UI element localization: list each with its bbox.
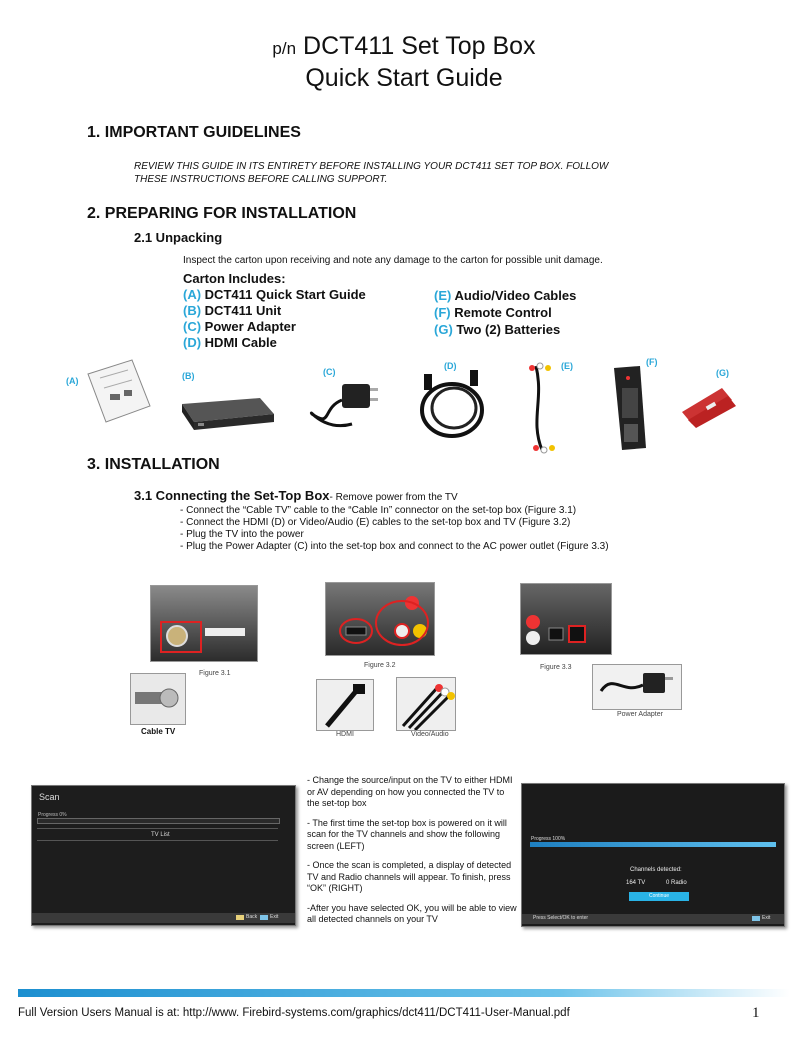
photo-label-b: (B) xyxy=(182,371,195,381)
manual-link[interactable]: Full Version Users Manual is at: http://www. Firebird-systems.com/graphics/dct411/DCT411-User-Manual.pdf xyxy=(18,1007,570,1019)
complete-footer xyxy=(522,914,784,924)
hdmi-connector-image xyxy=(316,679,374,731)
photo-label-g: (G) xyxy=(716,368,729,378)
carton-item: (F) Remote Control xyxy=(434,305,552,320)
connecting-heading: 3.1 Connecting the Set-Top Box- Remove power from the TV xyxy=(134,488,458,503)
product-title: DCT411 Set Top Box xyxy=(303,32,536,60)
exit-label[interactable]: Exit xyxy=(762,915,771,921)
cable-tv-image xyxy=(130,673,186,725)
unpacking-heading: 2.1 Unpacking xyxy=(134,230,223,245)
set-top-box-image xyxy=(180,392,276,432)
exit-key-icon xyxy=(260,915,268,920)
radio-count: 0 Radio xyxy=(666,880,687,886)
hdmi-label: HDMI xyxy=(336,731,354,738)
remote-control-image xyxy=(608,364,650,452)
installation-steps xyxy=(180,505,609,553)
power-adapter-fig-image xyxy=(592,664,682,710)
carton-item: (C) Power Adapter xyxy=(183,319,296,334)
carton-item: (B) DCT411 Unit xyxy=(183,303,282,318)
guidelines-line2: THESE INSTRUCTIONS BEFORE CALLING SUPPORT. xyxy=(134,174,388,185)
note-paragraph: - Change the source/input on the TV to either HDMI or AV depending on how you connected the TV to the set-top box xyxy=(307,775,513,808)
carton-list-right xyxy=(434,287,576,338)
complete-progress-label: Progress 100% xyxy=(531,836,566,842)
step-item: - Connect the “Cable TV” cable to the “Cable In” connector on the set-top box (Figure 3.1) xyxy=(180,505,577,516)
figure-3-2-image xyxy=(325,582,435,656)
figure-3-2-caption: Figure 3.2 xyxy=(364,662,396,669)
video-audio-label: Video/Audio xyxy=(411,731,449,738)
page-title-line2: Quick Start Guide xyxy=(305,64,503,92)
section3-heading: 3. INSTALLATION xyxy=(87,456,220,473)
note-paragraph: -After you have selected OK, you will be able to view all detected channels on your TV xyxy=(307,902,517,924)
figure-3-3-image xyxy=(520,583,612,655)
section1-heading: 1. IMPORTANT GUIDELINES xyxy=(87,124,301,141)
exit-key-icon xyxy=(752,916,760,921)
scan-footer xyxy=(32,913,295,923)
complete-progress-bar xyxy=(530,842,776,847)
hdmi-cable-image xyxy=(414,368,496,440)
part-number-prefix: p/n xyxy=(272,39,297,58)
scan-divider xyxy=(37,840,278,841)
scan-complete-screen xyxy=(521,783,785,927)
scan-divider xyxy=(37,828,278,829)
av-cable-image xyxy=(524,360,564,454)
figure-3-3-caption: Figure 3.3 xyxy=(540,664,572,671)
photo-label-e: (E) xyxy=(561,361,573,371)
photo-label-f: (F) xyxy=(646,357,658,367)
step-item: - Plug the Power Adapter (C) into the set-top box and connect to the AC power outlet (Figure 3.3) xyxy=(180,541,609,552)
carton-list-left xyxy=(183,287,366,351)
scan-title: Scan xyxy=(39,792,60,802)
carton-item: (E) Audio/Video Cables xyxy=(434,288,577,303)
cable-tv-label: Cable TV xyxy=(141,727,176,736)
step-item: - Connect the HDMI (D) or Video/Audio (E) cables to the set-top box and TV (Figure 3.2) xyxy=(180,517,571,528)
carton-item: (A) DCT411 Quick Start Guide xyxy=(183,287,366,302)
carton-title: Carton Includes: xyxy=(183,271,286,286)
photo-label-d: (D) xyxy=(444,361,457,371)
carton-item: (D) HDMI Cable xyxy=(183,335,277,350)
exit-label[interactable]: Exit xyxy=(270,914,279,920)
figure-3-1-caption: Figure 3.1 xyxy=(199,670,231,677)
photo-label-c: (C) xyxy=(323,367,336,377)
footer-hint: Press Select/OK to enter xyxy=(533,915,589,921)
scan-progress-label: Progress 0% xyxy=(38,812,67,818)
quick-start-guide-image xyxy=(80,356,152,426)
photo-label-a: (A) xyxy=(66,376,79,386)
footer-gradient-bar xyxy=(18,989,790,997)
unpacking-text: Inspect the carton upon receiving and note any damage to the carton for possible unit damage. xyxy=(183,255,603,266)
note-paragraph: - Once the scan is completed, a display of detected TV and Radio channels will appear. To finish, press “OK” (RIGHT) xyxy=(307,860,512,893)
step-item: - Plug the TV into the power xyxy=(180,529,304,540)
carton-item: (G) Two (2) Batteries xyxy=(434,322,561,337)
scan-instructions xyxy=(307,775,517,926)
tv-list-header: TV List xyxy=(151,832,170,838)
channels-detected-label: Channels detected: xyxy=(630,867,682,873)
power-adapter-image xyxy=(302,378,382,440)
note-paragraph: - The first time the set-top box is powered on it will scan for the TV channels and show the following screen (LEFT) xyxy=(307,817,507,851)
section2-heading: 2. PREPARING FOR INSTALLATION xyxy=(87,205,357,222)
av-connector-image xyxy=(396,677,456,731)
back-key-icon xyxy=(236,915,244,920)
batteries-image xyxy=(678,384,742,428)
power-adapter-label: Power Adapter xyxy=(617,711,663,718)
scan-progress-bar xyxy=(37,818,280,824)
page-title-line1 xyxy=(0,32,808,61)
continue-button[interactable]: Continue xyxy=(629,892,689,901)
figure-3-1-image xyxy=(150,585,258,662)
page-number: 1 xyxy=(752,1005,760,1021)
back-label[interactable]: Back xyxy=(246,914,258,920)
guidelines-line1: REVIEW THIS GUIDE IN ITS ENTIRETY BEFORE INSTALLING YOUR DCT411 SET TOP BOX. FOLLOW xyxy=(134,161,609,172)
scan-screen xyxy=(31,785,296,926)
tv-count: 164 TV xyxy=(626,880,646,886)
